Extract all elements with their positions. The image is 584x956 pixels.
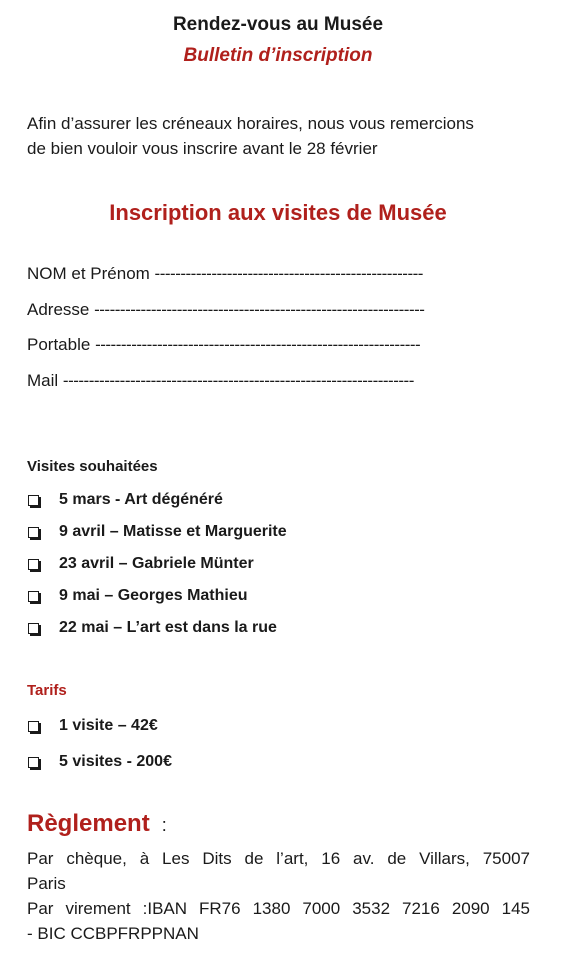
visit-option-label: 22 mai – L’art est dans la rue [59, 619, 277, 636]
visit-option-label: 9 mai – Georges Mathieu [59, 587, 248, 604]
payment-line: Par chèque, à Les Dits de l’art, 16 av. de Villars, 75007 [27, 849, 530, 868]
email-field[interactable] [27, 371, 527, 391]
tarif-option[interactable] [28, 715, 158, 737]
visit-option[interactable] [28, 489, 223, 511]
name-field[interactable] [27, 264, 527, 284]
payment-heading-row [27, 810, 167, 838]
visit-option[interactable] [28, 585, 248, 607]
fill-line: -------------------------------------------------------------------- [62, 371, 414, 390]
payment-line: Paris [27, 874, 66, 893]
checkbox-icon[interactable] [28, 623, 39, 634]
fill-line: ---------------------------------------------------- [154, 264, 423, 283]
visit-option-label: 5 mars - Art dégénéré [59, 491, 223, 508]
intro-paragraph [27, 111, 537, 161]
payment-heading-colon: : [161, 815, 167, 835]
checkbox-icon[interactable] [28, 527, 39, 538]
visits-heading: Visites souhaitées [27, 458, 158, 475]
form-title: Inscription aux visites de Musée [109, 200, 447, 225]
field-label: NOM et Prénom [27, 264, 150, 283]
field-label: Adresse [27, 300, 90, 319]
fill-line: --------------------------------------------------------------- [95, 335, 421, 354]
visit-option[interactable] [28, 617, 277, 639]
visit-option[interactable] [28, 521, 287, 543]
checkbox-icon[interactable] [28, 721, 39, 732]
tarif-option-label: 1 visite – 42€ [59, 717, 158, 734]
page-subtitle: Bulletin d’inscription [183, 45, 373, 66]
page-title: Rendez-vous au Musée [172, 14, 384, 35]
fill-line: ---------------------------------------------------------------- [94, 300, 425, 319]
field-label: Mail [27, 371, 59, 390]
field-label: Portable [27, 335, 91, 354]
visit-option-label: 23 avril – Gabriele Münter [59, 555, 254, 572]
intro-line: Afin d’assurer les créneaux horaires, nous vous remercions [27, 114, 474, 133]
intro-line: de bien vouloir vous inscrire avant le 28 février [27, 139, 378, 158]
tarif-option[interactable] [28, 751, 172, 773]
checkbox-icon[interactable] [28, 495, 39, 506]
payment-transfer [27, 896, 530, 946]
checkbox-icon[interactable] [28, 757, 39, 768]
phone-field[interactable] [27, 335, 527, 355]
payment-line: - BIC CCBPFRPPNAN [27, 924, 199, 943]
payment-cheque [27, 846, 530, 896]
checkbox-icon[interactable] [28, 591, 39, 602]
visit-option[interactable] [28, 553, 254, 575]
tarifs-heading: Tarifs [27, 682, 67, 699]
payment-line: Par virement :IBAN FR76 1380 7000 3532 7216 2090 145 [27, 899, 530, 918]
checkbox-icon[interactable] [28, 559, 39, 570]
address-field[interactable] [27, 300, 527, 320]
visit-option-label: 9 avril – Matisse et Marguerite [59, 523, 287, 540]
payment-heading: Règlement [27, 810, 150, 837]
tarif-option-label: 5 visites - 200€ [59, 753, 172, 770]
